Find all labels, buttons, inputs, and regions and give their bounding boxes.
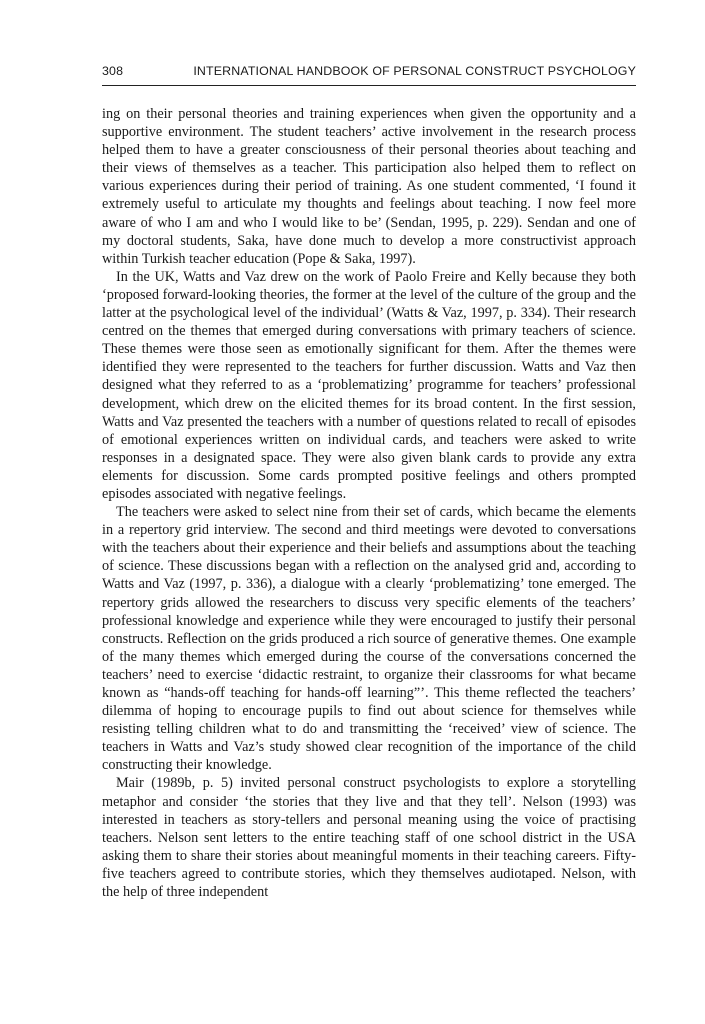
body-text xyxy=(102,105,636,901)
page-number: 308 xyxy=(102,64,124,78)
running-head xyxy=(102,64,636,86)
paragraph-repertory-grid: The teachers were asked to select nine from their set of cards, which became the elements in a repertory grid interview. The second and third meetings were devoted to conversations with the teachers about their experience and their beliefs and assumptions about the teaching of science. These discussions began with a reflection on the analysed grid and, according to Watts and Vaz (1997, p. 336), a dialogue with a clearly ‘problematizing’ tone emerged. The repertory grids allowed the researchers to discuss very specific elements of the teachers’ professional knowledge and experience while they were encouraged to justify their personal constructs. Reflection on the grids produced a rich source of generative themes. One example of the many themes which emerged during the course of the conversations concerned the teachers’ need to exercise ‘didactic restraint, to organize their classrooms for what became known as “hands-off teaching for hands-off learning”’. This theme reflected the teachers’ dilemma of hoping to encourage pupils to find out about science for themselves while resisting telling children what to do and transmitting the ‘received’ view of science. The teachers in Watts and Vaz’s study showed clear recognition of the importance of the child constructing their knowledge. xyxy=(102,504,636,774)
paragraph-mair-nelson: Mair (1989b, p. 5) invited personal construct psychologists to explore a storytelling metaphor and consider ‘the stories that they live and that they tell’. Nelson (1993) was interested in teachers as story-tellers and personal meaning using the voice of practising teachers. Nelson sent letters to the entire teaching staff of one school district in the USA asking them to share their stories about meaningful moments in their teaching careers. Fifty-five teachers agreed to contribute stories, which they themselves audiotaped. Nelson, with the help of three independent xyxy=(102,775,636,901)
running-title: INTERNATIONAL HANDBOOK OF PERSONAL CONSTRUCT PSYCHOLOGY xyxy=(193,64,636,78)
book-page xyxy=(102,64,636,901)
paragraph-watts-vaz: In the UK, Watts and Vaz drew on the work of Paolo Freire and Kelly because they both ‘proposed forward-looking theories, the former at the level of the culture of the group and the latter at the psychological level of the individual’ (Watts & Vaz, 1997, p. 334). Their research centred on the themes that emerged during conversations with primary teachers of science. These themes were those seen as emotionally significant for them. After the themes were identified they were represented to the teachers for further discussion. Watts and Vaz then designed what they referred to as a ‘problematizing’ programme for teachers’ professional development, which drew on the elicited themes for its broad content. In the first session, Watts and Vaz presented the teachers with a number of questions related to recall of episodes of emotional experiences written on individual cards, and teachers were asked to write responses in a designated space. They were also given blank cards to provide any extra elements for discussion. Some cards prompted positive feelings and others prompted episodes associated with negative feelings. xyxy=(102,268,636,502)
paragraph-continued: ing on their personal theories and training experiences when given the opportunity and a supportive environment. The student teachers’ active involvement in the research process helped them to have a greater consciousness of their personal theories about teaching and their views of themselves as a teacher. This participation also helped them to reflect on various experiences during their period of training. As one student commented, ‘I found it extremely useful to articulate my thoughts and feelings about teaching. I now feel more aware of who I am and who I would like to be’ (Sendan, 1995, p. 229). Sendan and one of my doctoral students, Saka, have done much to develop a more constructivist approach within Turkish teacher education (Pope & Saka, 1997). xyxy=(102,106,636,267)
